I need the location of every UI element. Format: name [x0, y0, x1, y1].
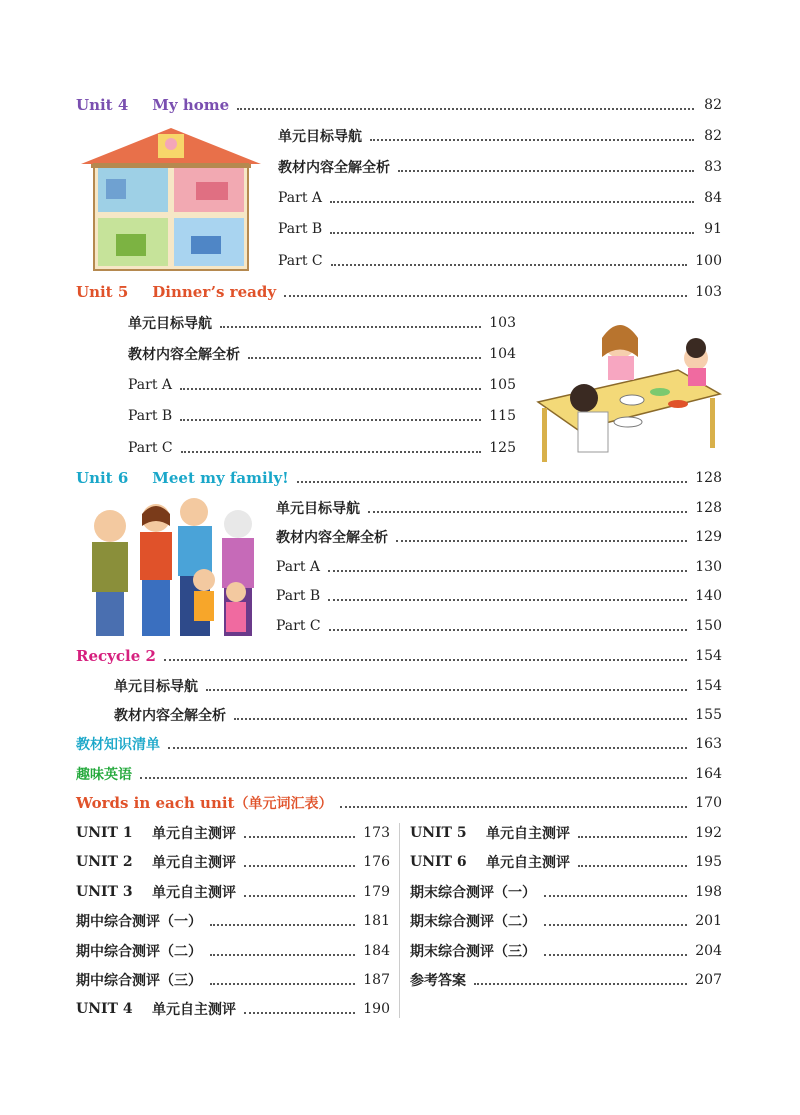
leader-dots	[168, 747, 687, 749]
unit6-item-part-c[interactable]	[276, 615, 722, 637]
item-label: 单元目标导航	[114, 679, 198, 695]
unit6-item-part-b[interactable]	[276, 585, 722, 607]
item-page: 129	[695, 529, 722, 545]
test-label: 期末综合测评（一）	[410, 885, 536, 901]
test-page: 198	[695, 884, 722, 900]
fun-english-label: 趣味英语	[76, 767, 132, 783]
test-label: 参考答案	[410, 973, 466, 989]
unit6-item-part-a[interactable]	[276, 556, 722, 578]
words-label: Words in each unit	[76, 794, 235, 812]
unit5-page: 103	[695, 284, 722, 300]
item-label: Part C	[278, 253, 323, 269]
knowledge-list-label: 教材知识清单	[76, 737, 160, 753]
leader-dots	[328, 570, 687, 572]
test-page: 201	[695, 913, 722, 929]
dinner-illustration	[528, 312, 724, 464]
unit4-item-part-c[interactable]	[278, 250, 722, 272]
leader-dots	[544, 895, 687, 897]
family-illustration	[76, 496, 268, 642]
test-left-3[interactable]	[76, 881, 390, 903]
unit5-title: Dinner’s ready	[152, 283, 277, 301]
leader-dots	[544, 954, 687, 956]
test-page: 181	[363, 913, 390, 929]
item-page: 105	[489, 377, 516, 393]
fun-english-entry[interactable]	[76, 763, 722, 785]
test-left-2[interactable]	[76, 851, 390, 873]
leader-dots	[578, 865, 687, 867]
leader-dots	[368, 511, 687, 513]
unit4-page: 82	[704, 97, 722, 113]
item-label: Part A	[128, 377, 173, 393]
unit5-item-part-b[interactable]	[128, 405, 516, 427]
unit6-label: Unit 6	[76, 469, 129, 487]
leader-dots	[474, 983, 687, 985]
test-right-3[interactable]	[410, 881, 722, 903]
test-page: 176	[363, 854, 390, 870]
item-label: Part B	[128, 408, 173, 424]
leader-dots	[328, 599, 687, 601]
recycle2-item-goals[interactable]	[114, 675, 722, 697]
unit5-item-part-a[interactable]	[128, 374, 516, 396]
test-page: 187	[363, 972, 390, 988]
item-page: 100	[695, 253, 722, 269]
test-label: 期中综合测评（二）	[76, 944, 202, 960]
item-page: 125	[489, 440, 516, 456]
leader-dots	[340, 806, 687, 808]
unit5-item-goals[interactable]	[128, 312, 516, 334]
item-page: 130	[695, 559, 722, 575]
test-label: 单元自主测评	[152, 855, 236, 871]
test-page: 190	[363, 1001, 390, 1017]
leader-dots	[329, 629, 688, 631]
leader-dots	[244, 865, 355, 867]
test-page: 207	[695, 972, 722, 988]
leader-dots	[248, 357, 481, 359]
test-left-4[interactable]	[76, 910, 390, 932]
item-page: 155	[695, 707, 722, 723]
item-page: 83	[704, 159, 722, 175]
unit4-item-goals[interactable]	[278, 125, 722, 147]
test-right-2[interactable]	[410, 851, 722, 873]
test-page: 195	[695, 854, 722, 870]
test-label: 期末综合测评（二）	[410, 914, 536, 930]
words-page: 170	[695, 795, 722, 811]
test-right-4[interactable]	[410, 910, 722, 932]
unit4-header[interactable]	[76, 94, 722, 116]
item-page: 140	[695, 588, 722, 604]
leader-dots	[140, 777, 687, 779]
recycle2-item-analysis[interactable]	[114, 704, 722, 726]
test-left-7[interactable]	[76, 998, 390, 1020]
unit5-label: Unit 5	[76, 283, 129, 301]
leader-dots	[210, 983, 355, 985]
leader-dots	[244, 836, 355, 838]
test-label: 单元自主测评	[152, 1002, 236, 1018]
leader-dots	[237, 108, 694, 110]
leader-dots	[244, 895, 355, 897]
item-label: Part C	[128, 440, 173, 456]
item-label: 单元目标导航	[278, 129, 362, 145]
item-page: 82	[704, 128, 722, 144]
leader-dots	[330, 201, 694, 203]
leader-dots	[396, 540, 687, 542]
test-left-1[interactable]	[76, 822, 390, 844]
test-unit: UNIT 3	[76, 884, 133, 900]
item-label: 教材内容全解全析	[278, 160, 390, 176]
test-left-5[interactable]	[76, 940, 390, 962]
item-label: 教材内容全解全析	[128, 347, 240, 363]
leader-dots	[164, 659, 687, 661]
item-label: Part A	[276, 559, 321, 575]
item-label: 教材内容全解全析	[114, 708, 226, 724]
words-entry[interactable]	[76, 792, 722, 814]
unit6-item-analysis[interactable]	[276, 526, 722, 548]
unit6-item-goals[interactable]	[276, 497, 722, 519]
item-page: 150	[695, 618, 722, 634]
test-unit: UNIT 1	[76, 825, 133, 841]
test-label: 期中综合测评（三）	[76, 973, 202, 989]
leader-dots	[210, 924, 355, 926]
test-right-1[interactable]	[410, 822, 722, 844]
leader-dots	[234, 718, 687, 720]
leader-dots	[578, 836, 687, 838]
item-page: 84	[704, 190, 722, 206]
leader-dots	[297, 481, 688, 483]
test-page: 192	[695, 825, 722, 841]
column-divider	[399, 823, 400, 1018]
item-page: 115	[489, 408, 516, 424]
leader-dots	[180, 388, 481, 390]
unit4-item-part-b[interactable]	[278, 218, 722, 240]
test-page: 173	[363, 825, 390, 841]
test-label: 期中综合测评（一）	[76, 914, 202, 930]
item-label: 单元目标导航	[128, 316, 212, 332]
test-unit: UNIT 2	[76, 854, 133, 870]
knowledge-list-page: 163	[695, 736, 722, 752]
leader-dots	[180, 419, 481, 421]
unit5-item-part-c[interactable]	[128, 437, 516, 459]
knowledge-list-entry[interactable]	[76, 733, 722, 755]
fun-english-page: 164	[695, 766, 722, 782]
test-page: 179	[363, 884, 390, 900]
leader-dots	[398, 170, 694, 172]
item-label: Part B	[276, 588, 321, 604]
unit4-title: My home	[152, 96, 230, 114]
recycle2-label: Recycle 2	[76, 647, 156, 665]
item-page: 103	[489, 315, 516, 331]
test-page: 184	[363, 943, 390, 959]
item-page: 154	[695, 678, 722, 694]
test-label: 单元自主测评	[486, 855, 570, 871]
test-unit: UNIT 5	[410, 825, 467, 841]
test-page: 204	[695, 943, 722, 959]
test-right-6[interactable]	[410, 969, 722, 991]
item-label: Part C	[276, 618, 321, 634]
house-illustration	[76, 124, 266, 272]
test-label: 单元自主测评	[152, 826, 236, 842]
unit5-header[interactable]	[76, 281, 722, 303]
recycle2-page: 154	[695, 648, 722, 664]
unit4-label: Unit 4	[76, 96, 129, 114]
unit4-item-analysis[interactable]	[278, 156, 722, 178]
test-label: 期末综合测评（三）	[410, 944, 536, 960]
unit5-item-analysis[interactable]	[128, 343, 516, 365]
leader-dots	[284, 295, 687, 297]
leader-dots	[244, 1012, 355, 1014]
test-label: 单元自主测评	[152, 885, 236, 901]
leader-dots	[206, 689, 687, 691]
test-right-5[interactable]	[410, 940, 722, 962]
words-label-cn: （单元词汇表）	[234, 796, 333, 812]
unit6-title: Meet my family!	[152, 469, 289, 487]
item-label: 单元目标导航	[276, 501, 360, 517]
leader-dots	[544, 924, 687, 926]
test-unit: UNIT 6	[410, 854, 467, 870]
leader-dots	[331, 264, 688, 266]
test-left-6[interactable]	[76, 969, 390, 991]
item-label: Part A	[278, 190, 323, 206]
unit4-item-part-a[interactable]	[278, 187, 722, 209]
unit6-header[interactable]	[76, 467, 722, 489]
item-label: 教材内容全解全析	[276, 530, 388, 546]
item-label: Part B	[278, 221, 323, 237]
leader-dots	[370, 139, 694, 141]
item-page: 128	[695, 500, 722, 516]
leader-dots	[210, 954, 355, 956]
item-page: 91	[704, 221, 722, 237]
test-unit: UNIT 4	[76, 1001, 133, 1017]
unit6-page: 128	[695, 470, 722, 486]
leader-dots	[330, 232, 694, 234]
recycle2-header[interactable]	[76, 645, 722, 667]
test-label: 单元自主测评	[486, 826, 570, 842]
leader-dots	[220, 326, 481, 328]
item-page: 104	[489, 346, 516, 362]
leader-dots	[181, 451, 482, 453]
